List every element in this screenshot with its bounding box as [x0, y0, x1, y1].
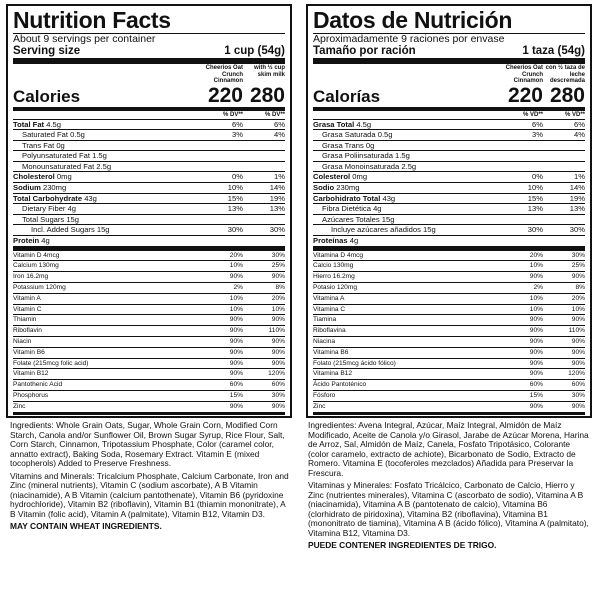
nutrient-row [313, 183, 585, 194]
vitamin-name: Vitamin A [13, 294, 41, 302]
dv-cereal: 0% [532, 172, 543, 182]
vitamin-row [13, 391, 285, 402]
dv-with-milk: 90% [271, 402, 285, 410]
dv-with-milk: 30% [571, 391, 585, 399]
dv-with-milk: 30% [569, 225, 585, 235]
nutrient-row [13, 225, 285, 236]
column-header-cereal: Cheerios Oat Crunch Cinnamon [505, 65, 543, 84]
vitamin-name: Folato (215mcg ácido fólico) [313, 359, 396, 367]
nutrient-amount: Trans Fat 0g [22, 140, 65, 150]
nutrient-amount: 43g [382, 193, 396, 203]
dv-cereal: 0% [232, 172, 243, 182]
nutrient-row [313, 225, 585, 236]
dv-cereal: 6% [232, 119, 243, 129]
dv-cereal: 90% [529, 327, 543, 335]
nutrient-name-cell [13, 204, 201, 214]
vitamin-name: Riboflavina [313, 327, 346, 335]
vitamin-row [13, 402, 285, 415]
vitamin-row [313, 261, 585, 272]
servings-per-container: Aproximadamente 9 raciones por envase [313, 33, 505, 45]
dv-with-milk: 90% [271, 338, 285, 345]
vitamin-name: Iron 16.2mg [13, 273, 49, 281]
dv-with-milk: 90% [571, 273, 585, 281]
ingredients-text: Ingredients: Whole Grain Oats, Sugar, Whole Grain Corn, Modified Corn Starch, Canola and/or Sunflower Oil, Brown Sugar Syrup, Rice Flour, Salt, Corn Starch, Cinnamon, Tripotassium Phosphate, Color (caramel color, annatto extract), Baking Soda, Rosemary Extract. Vitamin E (mixed tocopherols) Added to Preserve Freshness. [10, 420, 285, 468]
nutrient-row [313, 236, 585, 251]
dv-cereal: 6% [532, 119, 543, 129]
nutrient-name: Cholesterol [13, 172, 55, 182]
vitamin-rows [13, 251, 285, 415]
dv-with-milk: 10% [271, 305, 285, 313]
calories-milk: 280 [549, 83, 585, 107]
dv-with-milk: 1% [274, 172, 285, 182]
vitamin-row [13, 305, 285, 316]
vitamin-row [313, 359, 585, 370]
dv-cereal: 10% [229, 262, 243, 270]
vitamins-minerals-text: Vitamins and Minerals: Tricalcium Phosphate, Calcium Carbonate, Iron and Zinc (mineral nutrients), Vitamin C (sodium ascorbate), A B Vitamin (niacinamide), A B Vitamin (calcium pantothenate), Vitamin B6 (pyridoxine hydrochloride), Vitamin B2 (riboflavin), Vitamin B1 (thiamin mononitrate), A B Vitamin (folic acid), Vitamin A (palmitate), Vitamin B12, Vitamin D3. [10, 470, 289, 519]
dv-cereal: 2% [533, 284, 543, 292]
dv-cereal: 15% [229, 391, 243, 399]
nutrient-name-cell [13, 236, 201, 246]
column-header-milk: con ½ taza de leche descremada [545, 65, 585, 84]
vitamin-row [13, 337, 285, 348]
nutrient-name-cell [13, 130, 201, 140]
nutrient-name-cell [313, 162, 501, 172]
dv-cereal: 30% [227, 225, 243, 235]
allergen-statement: PUEDE CONTENER INGREDIENTES DE TRIGO. [308, 540, 497, 550]
nutrient-name-cell [313, 204, 501, 214]
nutrient-row [13, 141, 285, 152]
dv-cereal: 90% [229, 338, 243, 345]
vitamin-row [13, 261, 285, 272]
vitamin-row [313, 283, 585, 294]
nutrient-name-cell [313, 172, 501, 182]
dv-cereal: 10% [529, 262, 543, 270]
nutrient-name-cell [13, 120, 201, 130]
vitamin-name: Potassium 120mg [13, 284, 66, 292]
dv-cereal: 90% [529, 316, 543, 324]
dv-cereal: 10% [229, 294, 243, 302]
nutrient-amount: Grasa Monoinsaturada 2.5g [322, 161, 417, 171]
nutrient-row [13, 204, 285, 215]
vitamin-row [313, 294, 585, 305]
nutrient-name-cell [313, 225, 501, 235]
vitamin-name: Vitamin B6 [13, 348, 45, 356]
nutrient-row [13, 236, 285, 251]
dv-cereal: 90% [529, 370, 543, 378]
vitamin-name: Phosphorus [13, 391, 49, 399]
vitamin-row [13, 315, 285, 326]
dv-cereal: 60% [529, 381, 543, 389]
dv-cereal: 15% [529, 391, 543, 399]
column-header-milk: with ½ cup skim milk [253, 65, 285, 78]
nutrient-row [313, 215, 585, 226]
dv-with-milk: 19% [569, 193, 585, 203]
nutrient-name: Total Carbohydrate [13, 193, 83, 203]
dv-with-milk: 30% [571, 251, 585, 259]
nutrient-amount: 4g [41, 236, 50, 246]
dv-with-milk: 8% [575, 284, 585, 292]
nutrient-name: Total Fat [13, 119, 45, 129]
dv-cereal: 30% [527, 225, 543, 235]
dv-cereal: 15% [227, 193, 243, 203]
vitamin-name: Vitamina B6 [313, 348, 349, 356]
dv-cereal: 20% [529, 251, 543, 259]
calories-cereal: 220 [507, 83, 543, 107]
dv-cereal: 10% [227, 183, 243, 193]
ingredients-en [10, 421, 292, 535]
dv-with-milk: 8% [275, 284, 285, 292]
dv-with-milk: 90% [571, 348, 585, 356]
dv-with-milk: 90% [571, 338, 585, 345]
dv-cereal: 3% [232, 130, 243, 140]
column-headers [313, 65, 585, 85]
dv-with-milk: 1% [574, 172, 585, 182]
dv-header-milk: % VD** [564, 111, 585, 118]
nutrient-row [313, 162, 585, 173]
nutrient-row [13, 151, 285, 162]
nutrient-name: Carbohidrato Total [313, 193, 381, 203]
vitamin-name: Vitamina B12 [313, 370, 353, 378]
dv-cereal: 2% [233, 284, 243, 292]
nutrient-amount: Fibra Dietética 4g [322, 204, 382, 214]
nutrient-name-cell [313, 183, 501, 193]
vitamin-row [13, 294, 285, 305]
dv-cereal: 60% [229, 381, 243, 389]
nutrient-amount: Incluye azúcares añadidos 15g [331, 225, 436, 235]
nutrient-name-cell [13, 194, 201, 204]
dv-with-milk: 90% [571, 402, 585, 410]
nutrient-name-cell [13, 141, 201, 151]
serving-size [13, 45, 285, 64]
dv-cereal: 13% [527, 204, 543, 214]
dv-header-milk: % DV** [264, 111, 285, 118]
vitamin-name: Ácido Pantoténico [313, 381, 367, 389]
vitamin-name: Riboflavin [13, 327, 42, 335]
vitamin-name: Niacina [313, 338, 335, 345]
nutrient-row [313, 172, 585, 183]
dv-with-milk: 25% [571, 262, 585, 270]
nutrient-name: Sodium [13, 183, 41, 193]
vitamin-name: Vitamin D 4mcg [13, 251, 60, 259]
vitamin-row [313, 337, 585, 348]
serving-size [313, 45, 585, 64]
nutrient-amount: 4.5g [46, 119, 61, 129]
calories-label: Calorías [313, 86, 381, 106]
nutrient-row [13, 194, 285, 205]
nutrition-facts-panel-es [306, 4, 592, 418]
dv-with-milk: 20% [571, 294, 585, 302]
ingredients-text: Ingredientes: Avena Integral, Azúcar, Maíz Integral, Almidón de Maíz Modificado, Aceite de Canola y/o Girasol, Jarabe de Azúcar Morena, Harina de Arroz, Sal, Almidón de Maíz, Canela, Fosfato Tripotásico, Colorante (color caramelo, extracto de achiote), Bicarbonato de Sodio, Extracto de Romero. Vitamina E (tocoferoles mezclados) Añadida para Preservar la Frescura. [308, 420, 589, 478]
nutrient-name-cell [13, 225, 201, 235]
nutrient-amount: Total Sugars 15g [22, 214, 79, 224]
nutrient-amount: 4.5g [356, 119, 372, 129]
dv-with-milk: 90% [571, 316, 585, 324]
nutrient-amount: 0mg [352, 172, 368, 182]
vitamin-row [313, 348, 585, 359]
dv-with-milk: 90% [271, 359, 285, 367]
vitamin-name: Niacin [13, 338, 32, 345]
vitamin-row [313, 272, 585, 283]
nutrient-name-cell [313, 194, 501, 204]
nutrient-row [313, 204, 585, 215]
nutrient-row [313, 194, 585, 205]
calories-cereal: 220 [207, 83, 243, 107]
vitamin-row [313, 402, 585, 415]
vitamin-row [13, 348, 285, 359]
vitamin-name: Zinc [13, 402, 26, 410]
vitamin-row [313, 391, 585, 402]
vitamin-row [313, 251, 585, 262]
nutrient-name-cell [13, 172, 201, 182]
vitamin-row [13, 369, 285, 380]
dv-with-milk: 25% [271, 262, 285, 270]
dv-with-milk: 110% [568, 327, 585, 335]
dv-cereal: 10% [229, 305, 243, 313]
daily-value-header [313, 111, 585, 120]
allergen-statement: MAY CONTAIN WHEAT INGREDIENTS. [10, 521, 162, 531]
nutrition-facts-panel-en [6, 4, 292, 418]
nutrient-name: Colesterol [313, 172, 351, 182]
vitamin-name: Vitamina A [313, 294, 345, 302]
dv-with-milk: 13% [269, 204, 285, 214]
nutrient-name-cell [313, 120, 501, 130]
panel-title: Nutrition Facts [13, 8, 285, 34]
dv-cereal: 90% [229, 273, 243, 281]
serving-size-value: 1 taza (54g) [522, 45, 585, 57]
dv-header-cereal: % DV** [222, 111, 243, 118]
nutrient-name: Proteínas [313, 236, 348, 246]
dv-with-milk: 90% [571, 359, 585, 367]
dv-with-milk: 30% [269, 225, 285, 235]
daily-value-header [13, 111, 285, 120]
vitamin-name: Zinc [313, 402, 326, 410]
dv-with-milk: 10% [571, 305, 585, 313]
nutrient-amount: Dietary Fiber 4g [22, 204, 77, 214]
vitamin-row [313, 380, 585, 391]
nutrient-rows [13, 120, 285, 251]
nutrient-row [313, 130, 585, 141]
serving-size-label: Serving size [13, 45, 81, 57]
vitamin-row [313, 315, 585, 326]
nutrient-amount: 43g [84, 193, 97, 203]
nutrient-name-cell [313, 151, 501, 161]
nutrient-name-cell [313, 130, 501, 140]
vitamin-rows [313, 251, 585, 415]
dv-cereal: 10% [527, 183, 543, 193]
nutrient-name-cell [313, 236, 501, 246]
dv-with-milk: 13% [569, 204, 585, 214]
vitamin-row [13, 359, 285, 370]
vitamin-name: Hierro 16.2mg [313, 273, 355, 281]
dv-with-milk: 14% [269, 183, 285, 193]
dv-with-milk: 4% [574, 130, 585, 140]
nutrient-row [13, 172, 285, 183]
nutrient-amount: Polyunsaturated Fat 1.5g [22, 151, 107, 161]
vitamin-row [313, 305, 585, 316]
dv-with-milk: 120% [568, 370, 585, 378]
nutrient-amount: 230mg [42, 183, 67, 193]
nutrient-rows [313, 120, 585, 251]
vitamin-name: Vitamin B12 [13, 370, 49, 378]
calories-row [13, 85, 285, 111]
vitamin-name: Thiamin [13, 316, 37, 324]
vitamin-row [313, 369, 585, 380]
dv-cereal: 90% [529, 359, 543, 367]
nutrient-amount: Azúcares Totales 15g [322, 214, 395, 224]
panel-title: Datos de Nutrición [313, 8, 585, 34]
column-header-cereal: Cheerios Oat Crunch Cinnamon [205, 65, 243, 84]
vitamin-name: Calcio 130mg [313, 262, 354, 270]
dv-with-milk: 30% [271, 391, 285, 399]
nutrient-row [13, 162, 285, 173]
nutrient-amount: Grasa Trans 0g [322, 140, 375, 150]
dv-with-milk: 6% [274, 119, 285, 129]
dv-with-milk: 120% [268, 370, 285, 378]
nutrient-name-cell [13, 183, 201, 193]
nutrient-name-cell [13, 151, 201, 161]
nutrient-name-cell [313, 215, 501, 225]
column-headers [13, 65, 285, 85]
vitamin-name: Vitamina C [313, 305, 346, 313]
nutrient-row [13, 130, 285, 141]
dv-cereal: 3% [532, 130, 543, 140]
vitamin-row [13, 283, 285, 294]
vitamin-name: Folate (215mcg folic acid) [13, 359, 89, 367]
nutrient-amount: 4g [349, 236, 359, 246]
vitamin-name: Potasio 120mg [313, 284, 357, 292]
dv-cereal: 90% [229, 348, 243, 356]
nutrient-row [13, 183, 285, 194]
serving-size-label: Tamaño por ración [313, 45, 416, 57]
vitamin-row [13, 251, 285, 262]
dv-cereal: 90% [529, 348, 543, 356]
dv-cereal: 90% [229, 316, 243, 324]
nutrient-name: Grasa Total [313, 119, 355, 129]
nutrient-amount: Grasa Poliinsaturada 1.5g [322, 151, 410, 161]
dv-with-milk: 20% [271, 294, 285, 302]
dv-cereal: 15% [527, 193, 543, 203]
vitamin-row [13, 380, 285, 391]
nutrient-amount: Grasa Saturada 0.5g [322, 130, 393, 140]
footnote-amount [313, 417, 585, 418]
dv-cereal: 13% [227, 204, 243, 214]
footnote [13, 417, 285, 418]
dv-cereal: 90% [529, 402, 543, 410]
nutrient-name-cell [13, 162, 201, 172]
dv-with-milk: 110% [268, 327, 285, 335]
dv-header-cereal: % VD** [522, 111, 543, 118]
vitamin-name: Vitamin C [13, 305, 42, 313]
dv-with-milk: 14% [569, 183, 585, 193]
vitamin-name: Vitamina D 4mcg [313, 251, 364, 259]
vitamin-row [13, 326, 285, 337]
footnote [313, 417, 585, 418]
dv-with-milk: 60% [571, 381, 585, 389]
dv-cereal: 20% [229, 251, 243, 259]
servings-per-container: About 9 servings per container [13, 33, 156, 45]
vitamin-name: Pantothenic Acid [13, 381, 63, 389]
dv-with-milk: 19% [269, 193, 285, 203]
dv-cereal: 90% [529, 273, 543, 281]
dv-with-milk: 4% [274, 130, 285, 140]
dv-with-milk: 60% [271, 381, 285, 389]
vitamin-name: Tiamina [313, 316, 337, 324]
dv-with-milk: 6% [574, 119, 585, 129]
nutrient-row [13, 120, 285, 131]
nutrient-row [313, 151, 585, 162]
vitamin-name: Calcium 130mg [13, 262, 59, 270]
vitamin-name: Fósforo [313, 391, 336, 399]
footnote-amount [13, 417, 285, 418]
dv-with-milk: 90% [271, 273, 285, 281]
vitamin-row [313, 326, 585, 337]
nutrient-name: Sodio [313, 183, 335, 193]
nutrient-name: Protein [13, 236, 40, 246]
dv-cereal: 90% [229, 370, 243, 378]
dv-with-milk: 30% [271, 251, 285, 259]
vitamins-minerals-text: Vitaminas y Minerales: Fosfato Tricálcico, Carbonato de Calcio, Hierro y Zinc (nutrientes minerales), Vitamina C (ascorbato de sodio), Vitamina A B (niacinamida), Vitamina A B (pantotenato de calcio), Vitamina B6 (clorhidrato de piridoxina), Vitamina B2 (riboflavina), Vitamina B1 (mononitrato de tiamina), Vitamina A B (ácido fólico), Vitamina A (palmitato), Vitamina B12, Vitamina D3. [308, 480, 589, 538]
dv-cereal: 10% [529, 294, 543, 302]
nutrient-amount: Incl. Added Sugars 15g [31, 225, 110, 235]
dv-cereal: 90% [229, 327, 243, 335]
vitamin-row [13, 272, 285, 283]
nutrient-name-cell [13, 215, 201, 225]
dv-with-milk: 90% [271, 316, 285, 324]
nutrient-row [313, 120, 585, 131]
serving-size-value: 1 cup (54g) [224, 45, 285, 57]
nutrient-row [313, 141, 585, 152]
dv-with-milk: 90% [271, 348, 285, 356]
calories-label: Calories [13, 86, 81, 106]
calories-row [313, 85, 585, 111]
nutrient-amount: Monounsaturated Fat 2.5g [22, 161, 112, 171]
nutrient-amount: Saturated Fat 0.5g [22, 130, 85, 140]
calories-milk: 280 [249, 83, 285, 107]
ingredients-es [308, 421, 590, 554]
nutrient-name-cell [313, 141, 501, 151]
dv-cereal: 90% [229, 359, 243, 367]
dv-cereal: 10% [529, 305, 543, 313]
nutrient-amount: 230mg [336, 183, 360, 193]
nutrient-amount: 0mg [56, 172, 72, 182]
nutrient-row [13, 215, 285, 226]
dv-cereal: 90% [229, 402, 243, 410]
dv-cereal: 90% [529, 338, 543, 345]
